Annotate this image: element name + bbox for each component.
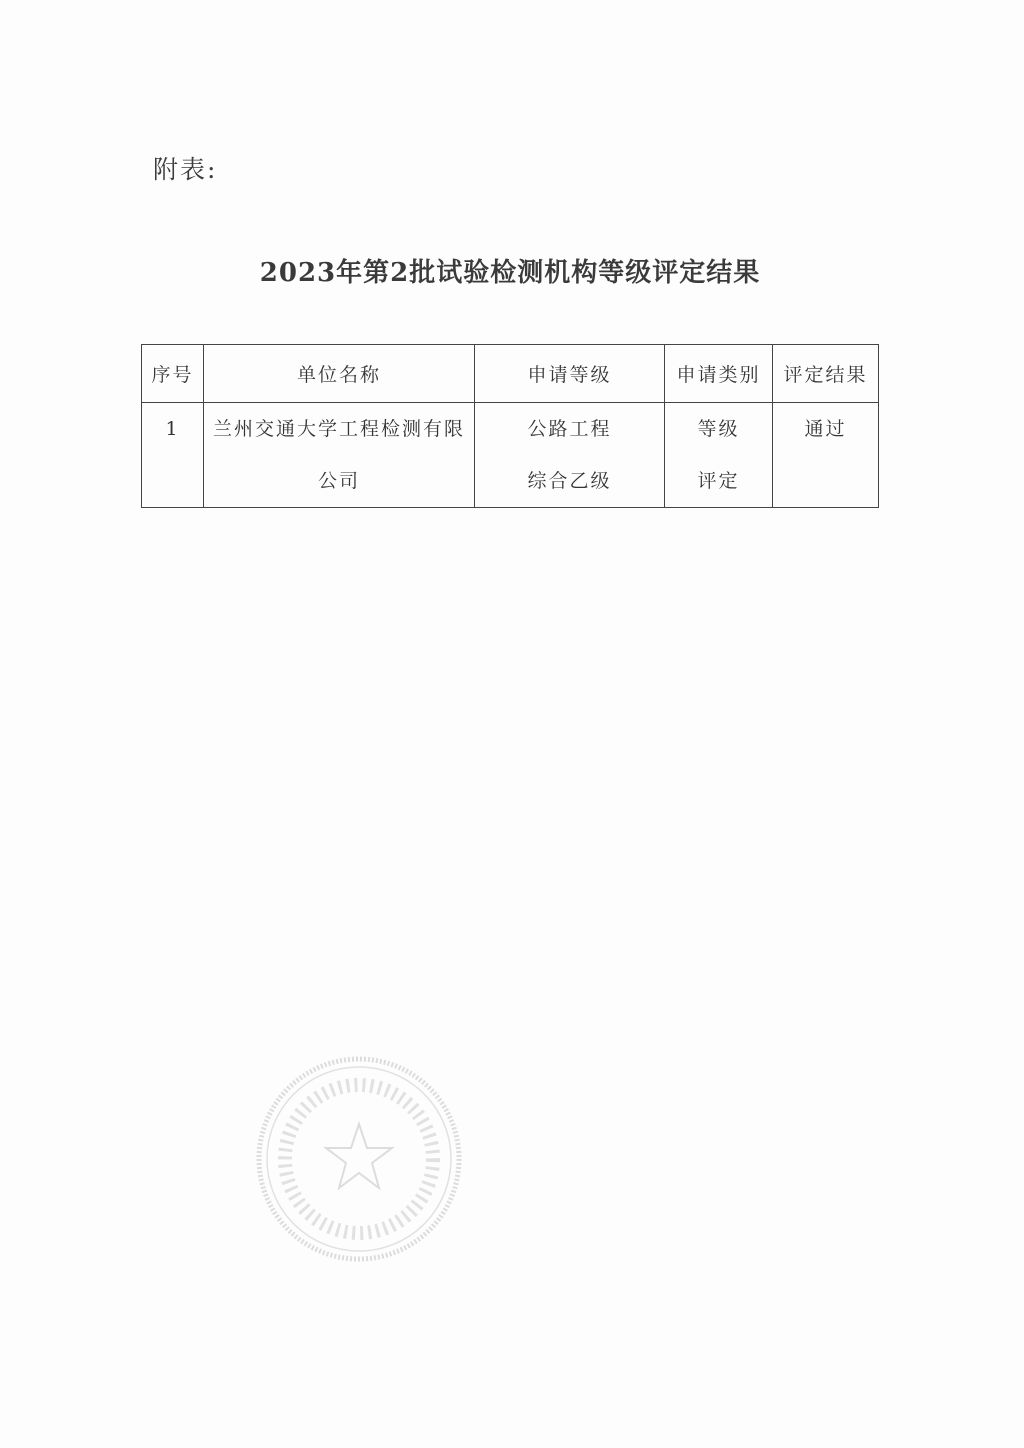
official-seal-star-icon <box>254 1054 464 1264</box>
cell-result-text: 通过 <box>804 418 847 440</box>
column-header-index: 序号 <box>142 345 204 403</box>
cell-index <box>142 403 204 508</box>
column-header-grade: 申请等级 <box>475 345 665 403</box>
cell-unit-name-line2: 公司 <box>317 470 360 492</box>
cell-result <box>773 403 879 508</box>
document-title: 2023年第2批试验检测机构等级评定结果 <box>259 258 761 288</box>
table-row <box>142 403 879 508</box>
cell-category <box>665 403 773 508</box>
cell-grade-line1: 公路工程 <box>527 418 612 440</box>
column-header-result: 评定结果 <box>773 345 879 403</box>
cell-unit-name <box>204 403 475 508</box>
results-table <box>141 344 879 508</box>
table-header-row <box>142 345 879 403</box>
cell-unit-name-line1: 兰州交通大学工程检测有限 <box>212 418 465 440</box>
attachment-label: 附表: <box>153 155 218 184</box>
column-header-category: 申请类别 <box>665 345 773 403</box>
cell-grade <box>475 403 665 508</box>
column-header-unit-name: 单位名称 <box>204 345 475 403</box>
cell-category-line1: 等级 <box>697 418 740 440</box>
cell-category-line2: 评定 <box>697 470 740 492</box>
cell-index-text: 1 <box>165 418 180 440</box>
cell-grade-line2: 综合乙级 <box>527 470 612 492</box>
